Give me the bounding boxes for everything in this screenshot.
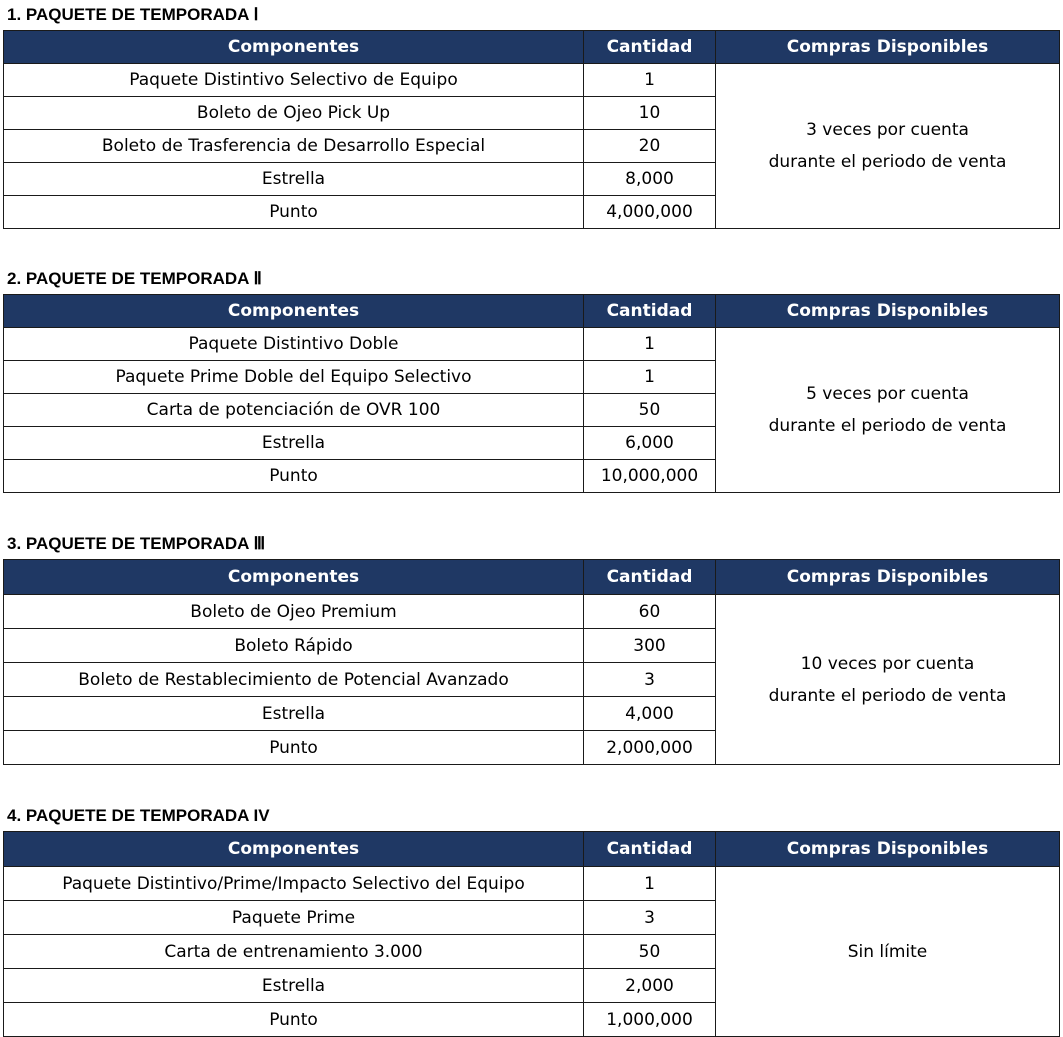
quantity-cell: 10: [584, 97, 716, 130]
package-table: [3, 294, 1060, 493]
component-cell: Estrella: [4, 427, 584, 460]
availability-cell: [716, 328, 1060, 493]
availability-cell: [716, 867, 1060, 1037]
quantity-cell: 60: [584, 595, 716, 629]
availability-cell: [716, 64, 1060, 229]
quantity-cell: 2,000,000: [584, 731, 716, 765]
availability-line-1: 5 veces por cuenta: [806, 384, 969, 404]
quantity-cell: 1: [584, 867, 716, 901]
header-purchases: Compras Disponibles: [716, 295, 1060, 328]
component-cell: Estrella: [4, 163, 584, 196]
availability-line-2: durante el periodo de venta: [768, 416, 1007, 436]
header-purchases: Compras Disponibles: [716, 31, 1060, 64]
quantity-cell: 1,000,000: [584, 1003, 716, 1037]
component-cell: Carta de entrenamiento 3.000: [4, 935, 584, 969]
table-row: [4, 64, 1060, 97]
availability-cell: [716, 595, 1060, 765]
component-cell: Estrella: [4, 969, 584, 1003]
header-quantity: Cantidad: [584, 560, 716, 595]
availability-line-1: 10 veces por cuenta: [800, 653, 975, 674]
component-cell: Boleto Rápido: [4, 629, 584, 663]
package-table: [3, 559, 1060, 765]
table-row: [4, 595, 1060, 629]
quantity-cell: 3: [584, 663, 716, 697]
quantity-cell: 2,000: [584, 969, 716, 1003]
quantity-cell: 1: [584, 64, 716, 97]
quantity-cell: 8,000: [584, 163, 716, 196]
header-purchases: Compras Disponibles: [716, 560, 1060, 595]
section-title: 4. PAQUETE DE TEMPORADA IV: [7, 806, 270, 825]
table-row: [4, 867, 1060, 901]
quantity-cell: 50: [584, 394, 716, 427]
quantity-cell: 4,000: [584, 697, 716, 731]
quantity-cell: 1: [584, 328, 716, 361]
component-cell: Paquete Distintivo Doble: [4, 328, 584, 361]
component-cell: Boleto de Trasferencia de Desarrollo Especial: [4, 130, 584, 163]
header-components: Componentes: [4, 832, 584, 867]
table-row: [4, 328, 1060, 361]
header-row: [4, 295, 1060, 328]
header-components: Componentes: [4, 295, 584, 328]
package-table: [3, 30, 1060, 229]
quantity-cell: 6,000: [584, 427, 716, 460]
quantity-cell: 300: [584, 629, 716, 663]
availability-line-1: Sin límite: [847, 941, 928, 962]
header-components: Componentes: [4, 560, 584, 595]
quantity-cell: 20: [584, 130, 716, 163]
header-row: [4, 560, 1060, 595]
section-title: 2. PAQUETE DE TEMPORADA Ⅱ: [7, 269, 262, 288]
component-cell: Punto: [4, 1003, 584, 1037]
section-title: 1. PAQUETE DE TEMPORADA Ⅰ: [7, 5, 259, 24]
header-purchases: Compras Disponibles: [716, 832, 1060, 867]
component-cell: Punto: [4, 196, 584, 229]
availability-line-2: durante el periodo de venta: [768, 685, 1007, 706]
component-cell: Boleto de Ojeo Pick Up: [4, 97, 584, 130]
component-cell: Boleto de Restablecimiento de Potencial Avanzado: [4, 663, 584, 697]
quantity-cell: 4,000,000: [584, 196, 716, 229]
header-row: [4, 31, 1060, 64]
quantity-cell: 50: [584, 935, 716, 969]
component-cell: Paquete Distintivo/Prime/Impacto Selectivo del Equipo: [4, 867, 584, 901]
component-cell: Carta de potenciación de OVR 100: [4, 394, 584, 427]
quantity-cell: 10,000,000: [584, 460, 716, 493]
header-quantity: Cantidad: [584, 295, 716, 328]
header-quantity: Cantidad: [584, 31, 716, 64]
component-cell: Punto: [4, 460, 584, 493]
availability-line-1: 3 veces por cuenta: [806, 120, 969, 140]
quantity-cell: 1: [584, 361, 716, 394]
component-cell: Paquete Distintivo Selectivo de Equipo: [4, 64, 584, 97]
header-quantity: Cantidad: [584, 832, 716, 867]
section-title: 3. PAQUETE DE TEMPORADA Ⅲ: [7, 534, 266, 553]
quantity-cell: 3: [584, 901, 716, 935]
component-cell: Boleto de Ojeo Premium: [4, 595, 584, 629]
component-cell: Paquete Prime: [4, 901, 584, 935]
header-components: Componentes: [4, 31, 584, 64]
component-cell: Punto: [4, 731, 584, 765]
header-row: [4, 832, 1060, 867]
component-cell: Paquete Prime Doble del Equipo Selectivo: [4, 361, 584, 394]
package-table: [3, 831, 1060, 1037]
component-cell: Estrella: [4, 697, 584, 731]
availability-line-2: durante el periodo de venta: [768, 152, 1007, 172]
